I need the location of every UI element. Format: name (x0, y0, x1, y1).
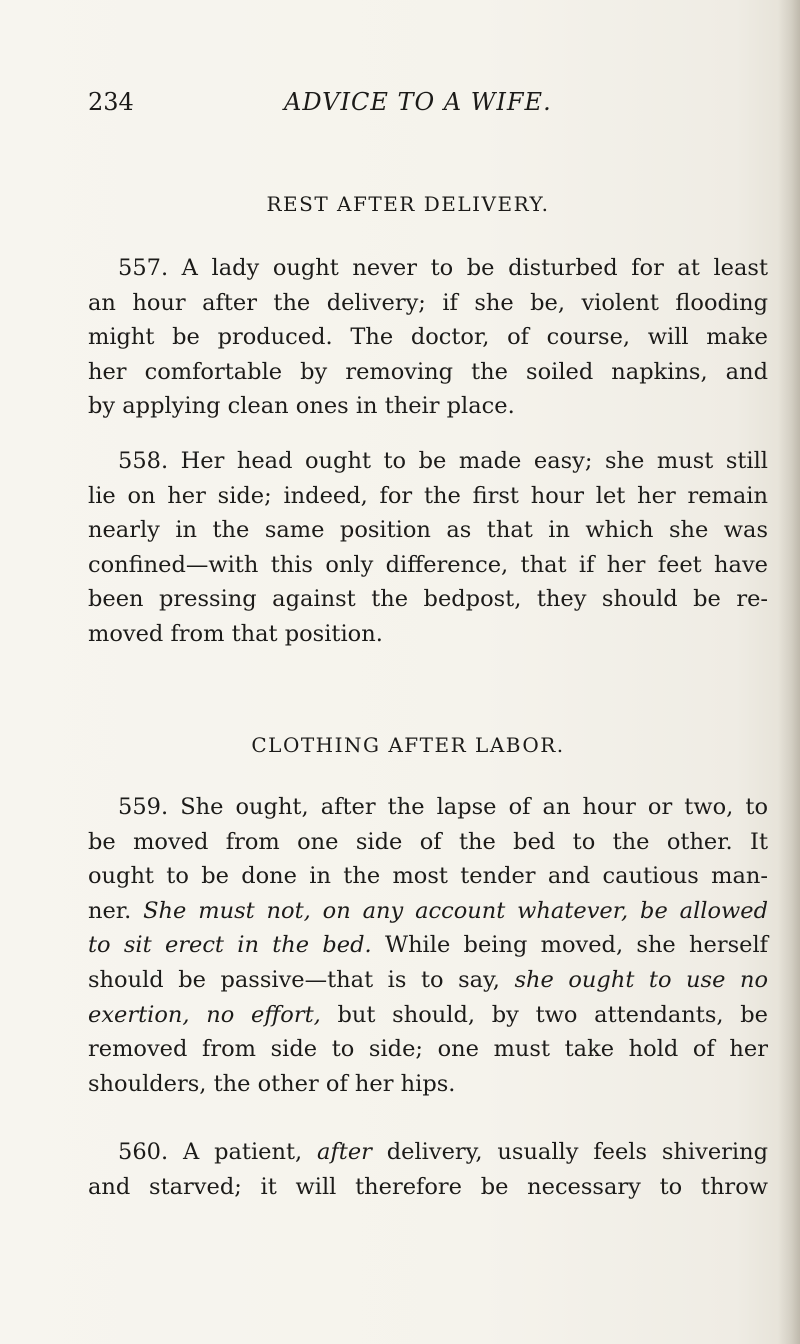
text-run: but should, by two attendants, be (320, 1001, 768, 1028)
section-heading-rest-after-delivery: REST AFTER DELIVERY. (266, 192, 550, 216)
text-line: moved from that position. (88, 620, 383, 647)
text-line: ought to be done in the most tender and cautious man- (88, 863, 768, 890)
text-run: ner. (88, 897, 144, 924)
text-run: While being moved, she herself (371, 932, 768, 959)
paragraph-560 (88, 1135, 768, 1204)
text-run: 560. A patient, (118, 1139, 318, 1165)
text-line (88, 894, 768, 929)
text-line: 557. A lady ought never to be disturbed for at least (118, 255, 768, 281)
text-run: delivery, usually feels shivering (371, 1139, 769, 1165)
text-line: be moved from one side of the bed to the other. It (88, 828, 768, 855)
text-line: by applying clean ones in their place. (88, 393, 515, 420)
italic-run: she ought to use no (514, 966, 768, 993)
running-head (88, 88, 728, 124)
page-number: 234 (88, 88, 134, 116)
italic-run: She must not, on any account whatever, be allowed (143, 897, 768, 924)
text-line: nearly in the same position as that in which she was (88, 517, 768, 544)
text-line: might be produced. The doctor, of course, will make (88, 324, 768, 351)
text-line: lie on her side; indeed, for the first hour let her remain (88, 482, 768, 509)
text-line (88, 998, 768, 1033)
text-line: removed from side to side; one must take hold of her (88, 1036, 768, 1063)
paragraph-557 (88, 251, 768, 424)
text-line (88, 1135, 768, 1170)
italic-run: to sit erect in the bed. (88, 932, 372, 959)
text-line: confined—with this only difference, that if her feet have (88, 551, 768, 578)
text-line: shoulders, the other of her hips. (88, 1070, 456, 1097)
paragraph-558 (88, 444, 768, 652)
italic-run: after (317, 1139, 372, 1165)
text-run: should be passive—that is to say, (88, 966, 515, 993)
text-line: been pressing against the bedpost, they should be re- (88, 586, 768, 613)
italic-run: exertion, no effort, (88, 1001, 321, 1028)
running-title: ADVICE TO A WIFE. (284, 88, 552, 116)
text-line: her comfortable by removing the soiled napkins, and (88, 358, 768, 385)
text-line: an hour after the delivery; if she be, violent flooding (88, 289, 768, 316)
text-line: 559. She ought, after the lapse of an hour or two, to (118, 794, 768, 820)
page-edge-shadow (778, 0, 800, 1344)
text-line (88, 963, 768, 998)
text-line: and starved; it will therefore be necessary to throw (88, 1173, 768, 1200)
text-line (88, 928, 768, 963)
section-heading-clothing-after-labor: CLOTHING AFTER LABOR. (251, 733, 565, 757)
text-line: 558. Her head ought to be made easy; she must still (118, 448, 768, 474)
paragraph-559 (88, 790, 768, 1101)
